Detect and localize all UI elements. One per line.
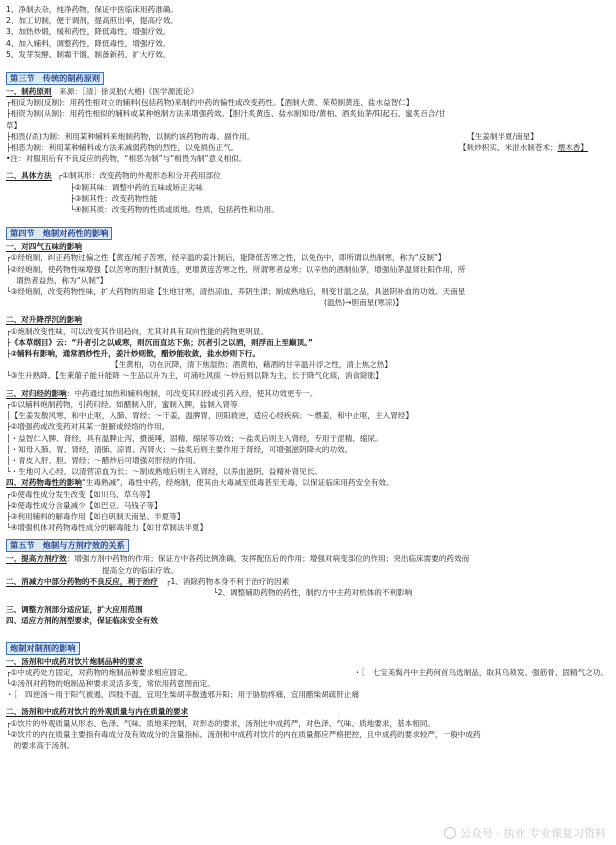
heading: 一、制药原则 bbox=[6, 87, 52, 97]
heading: 二、汤剂和中成药对饮片的外观质量与内在质量的要求 bbox=[6, 707, 189, 717]
section-title: 第三节 传统的制药原则 bbox=[6, 72, 104, 85]
text-line: ┌1、消除药物本身不利于治疗的因素 bbox=[165, 576, 290, 586]
list-item: 5、发芽发酵、制霜干馏，制备新药，扩大疗效。 bbox=[6, 49, 171, 59]
text-line: │・益智仁入脾、肾经，具有温脾止泻，摄涎唾，固精、缩尿等功效；～盐炙后则主入肾经，专用于涩精、缩尿。 bbox=[6, 433, 383, 443]
list-item: 4、加入辅料，调整药性，降低毒性，增强疗效。 bbox=[6, 38, 171, 48]
text-line: 提高全方的临床疗效。 bbox=[102, 565, 178, 575]
text-line: │【生姜发散风寒，和中止呕，入肺、胃经；～干姜，温脾胃，回阳救逆，适应心经疾病；～煨姜，和中止呕，主入胃经】 bbox=[6, 411, 414, 421]
heading: 二、对升降浮沉的影响 bbox=[6, 315, 82, 325]
text-line: •注：对服用后有不良反应的药物，“相恶为制”与“相畏为制”意义相似。 bbox=[6, 154, 247, 164]
text-line: ┌相反为制(反制)：用药性相对立的辅料(包括药物)来制约中药的偏性或改变药性。【酒制大黄、茱萸制黄连、盐水益智仁】 bbox=[6, 98, 414, 108]
text-line: ・［ 四逆汤～用于阳气被遏，四肢不温，宜用生柴胡辛散透邪升阳；用于胁肋疼痛，宜用醋柴胡疏肝止痛 bbox=[6, 690, 360, 700]
heading: 三、调整方剂部分适应证，扩大应用范围 bbox=[6, 605, 143, 615]
text-line: “生毒熟减”，毒性中药，经炮制，使其由大毒减至低毒甚至无毒，以保证临床用药安全有效。 bbox=[81, 478, 394, 488]
text-line: └④制其质：改变药物的性质或质地。性质，包括药性和功用。 bbox=[70, 205, 279, 215]
wechat-icon bbox=[444, 827, 456, 839]
text-line: └③生升熟降。【生莱菔子能升能降 ～生品以升为主，可涌吐风痰 ～炒后则以降为主，长于降气化痰，消食除胀】 bbox=[6, 371, 383, 381]
text-line: ：中药通过加热和辅料炮制，可改变其归经或引药入经，使其功效更专一。 bbox=[66, 388, 318, 398]
heading: 三、对归经的影响 bbox=[6, 388, 67, 398]
text-line: └・生地可入心经，以清营凉血为长；～制成熟地后则主入肾经，以养血滋阴、益精补肾见长。 bbox=[6, 467, 322, 477]
text-note: 煨木香】 bbox=[557, 143, 588, 153]
heading: 一、汤剂和中成药对饮片炮制品种的要求 bbox=[6, 656, 143, 666]
list-item: 2、加工切制，便于调剂，提高煎出率，提高疗效。 bbox=[6, 16, 178, 26]
text-line: ┌①饮片的外观质量从形态、色泽、气味、质地来控制，对形态的要求，汤剂比中成药严，对色泽、气味、质地要求，基本相同。 bbox=[6, 718, 436, 728]
text-line: 谓热者益热，称为“从制”】 bbox=[16, 275, 108, 285]
text-line: ├相恶为制：利用某种辅料或方法来减弱药物的烈性，以免损伤正气。 bbox=[6, 143, 239, 153]
text-note: 【麸炒枳实、米泔水制苍术； bbox=[458, 143, 558, 153]
heading: 一、对四气五味的影响 bbox=[6, 242, 82, 252]
text-line: ├《本草纲目》云：“升者引之以咸寒，则沉而直达下焦；沉者引之以酒，则浮而上至巅顶。” bbox=[6, 337, 313, 347]
list-item: 1、净制去杂，纯净药物，保证中医临床用药准确。 bbox=[6, 5, 178, 14]
text-line: (温热)→胆南星(寒凉)】 bbox=[324, 298, 403, 308]
text-line: ┌①使毒性成分发生改变【如川乌、草乌等】 bbox=[6, 489, 155, 499]
watermark bbox=[444, 825, 606, 841]
text-line: ┌①经炮制，纠正药物过偏之性【黄连/栀子苦寒，经辛温的姜汁制后，能降低苦寒之性，以免伤中，即所谓以热制寒，称为“反制”】 bbox=[6, 253, 446, 263]
heading: 一、提高方剂疗效 bbox=[6, 554, 67, 564]
text-line: │・知母入肺、胃、肾经，清肺、凉胃、泻肾火；～盐炙后则主要作用于肾经，可增强滋阴降火的功效。 bbox=[6, 444, 353, 454]
watermark-text: 公众号 · 执业 专业课复习资料 bbox=[460, 827, 606, 840]
text-line: ├③利用辅料的解毒作用【如白矾制天南星、半夏等】 bbox=[6, 511, 185, 521]
text-line: └③经炮制，改变药物性味，扩大药物的用途【生地甘寒，清热凉血、养阴生津；制成熟地后，则变甘温之品，具滋阴补血的功效。天南星 bbox=[6, 287, 466, 297]
text-line: ┌①制其形：改变药物的外观形态和分开药用部位 bbox=[57, 171, 221, 181]
text-line: ├②增强药或改变药对其某一脏腑或经络的作用。 bbox=[6, 422, 170, 432]
text-line: └④增强机体对药物毒性成分的解毒能力【如甘草制法半夏】 bbox=[6, 523, 208, 533]
text-line: 【生黄柏，功在沉降，清下焦湿热；酒黄柏，藉酒的甘辛温升浮之性，清上焦之热】 bbox=[111, 360, 392, 370]
heading: 二、具体方法 bbox=[6, 171, 52, 181]
text-line: ├相畏(/杀)为制：利用某种辅料来炮制药物，以制约该药物的毒、副作用。 bbox=[6, 131, 255, 141]
text-line: ├相资为制(从制)：用药性相似的辅料或某种炮制方法来增强药效。【胆汁炙黄连、盐水制知母/黄柏、酒炙仙茅/阳起石、蜜炙百合/甘 bbox=[6, 109, 446, 119]
list-item: 3、加热炒煅，缓和药性，降低毒性，增强疗效。 bbox=[6, 27, 171, 37]
text-line: ├②辅料有影响，通常酒炒性升，姜汁炒则散，醋炒能收敛，盐水炒则下行。 bbox=[6, 349, 260, 359]
section-title: 炮制对制剂的影响 bbox=[6, 642, 80, 655]
intro-list bbox=[6, 4, 608, 60]
text-line: └2、调整辅助药物的药性，制约方中主药对机体的不利影响 bbox=[213, 587, 413, 597]
text-line: ┌①以辅料炮制药物，引药归经。如醋制入肝，蜜制入脾，盐制入肾等 bbox=[6, 399, 238, 409]
text-line: ├③制其性：改变药物性能 bbox=[70, 193, 158, 203]
text-line: 草】 bbox=[6, 120, 22, 130]
section-title: 第五节 炮制与方剂疗效的关系 bbox=[6, 539, 129, 552]
text-note: 【生姜制半夏/南星】 bbox=[467, 131, 538, 141]
text-line: 的要求高于汤剂。 bbox=[6, 740, 75, 750]
text-line: ├②制其味：调整中药的五味或矫正劣味 bbox=[70, 182, 203, 192]
text-line: ├②使毒性成分含量减少【如巴豆、马钱子等】 bbox=[6, 500, 162, 510]
heading: 二、消减方中部分药物的不良反应，利于治疗 bbox=[6, 576, 158, 586]
text-line: └②饮片的内在质量主要指有毒成分及有效成分的含量指标。汤剂和中成药对饮片的内在质量都应严格把控，且中成药的要求较严，一般中成药 bbox=[6, 729, 481, 739]
text-line: ├②经炮制，使药物性味增强【以苦寒的胆汁制黄连，更增黄连苦寒之性，所谓寒者益寒；以辛热的酒制仙茅，增强仙茅温肾壮阳作用，所 bbox=[6, 264, 466, 274]
heading: 四、对药物毒性的影响 bbox=[6, 478, 82, 488]
text-line: ┌①炮制改变性味，可以改变其作用趋向，尤其对具有双向性能的药物更明显。 bbox=[6, 326, 268, 336]
section-title: 第四节 炮制对药性的影响 bbox=[6, 227, 112, 240]
text-note: ・［ 七宝美髯丹中主药何首乌选制品，取其乌须发、强筋骨、固精气之功。 bbox=[353, 667, 608, 677]
text-line: └②汤剂对药物的炮制品种要求灵活多变，常依用药意图而定。 bbox=[6, 678, 215, 688]
text-line: │・青皮入肝、胆、胃经；～醋炒后可增强对肝经的作用。 bbox=[6, 455, 201, 465]
source-text: 来源：［清］徐灵胎(大椿)《医学源流论》 bbox=[51, 87, 198, 97]
text-line: ┌①中成药处方固定，对药物的炮制品种要求相应固定。 bbox=[6, 667, 193, 677]
heading: 四、适应方剂的剂型要求，保证临床安全有效 bbox=[6, 616, 158, 626]
text-line: ：增强方剂中药物的作用；保证方中各药比例准确，发挥配伍后的作用；增强对病变部位的作用；突出临床需要的药效而 bbox=[66, 554, 470, 564]
